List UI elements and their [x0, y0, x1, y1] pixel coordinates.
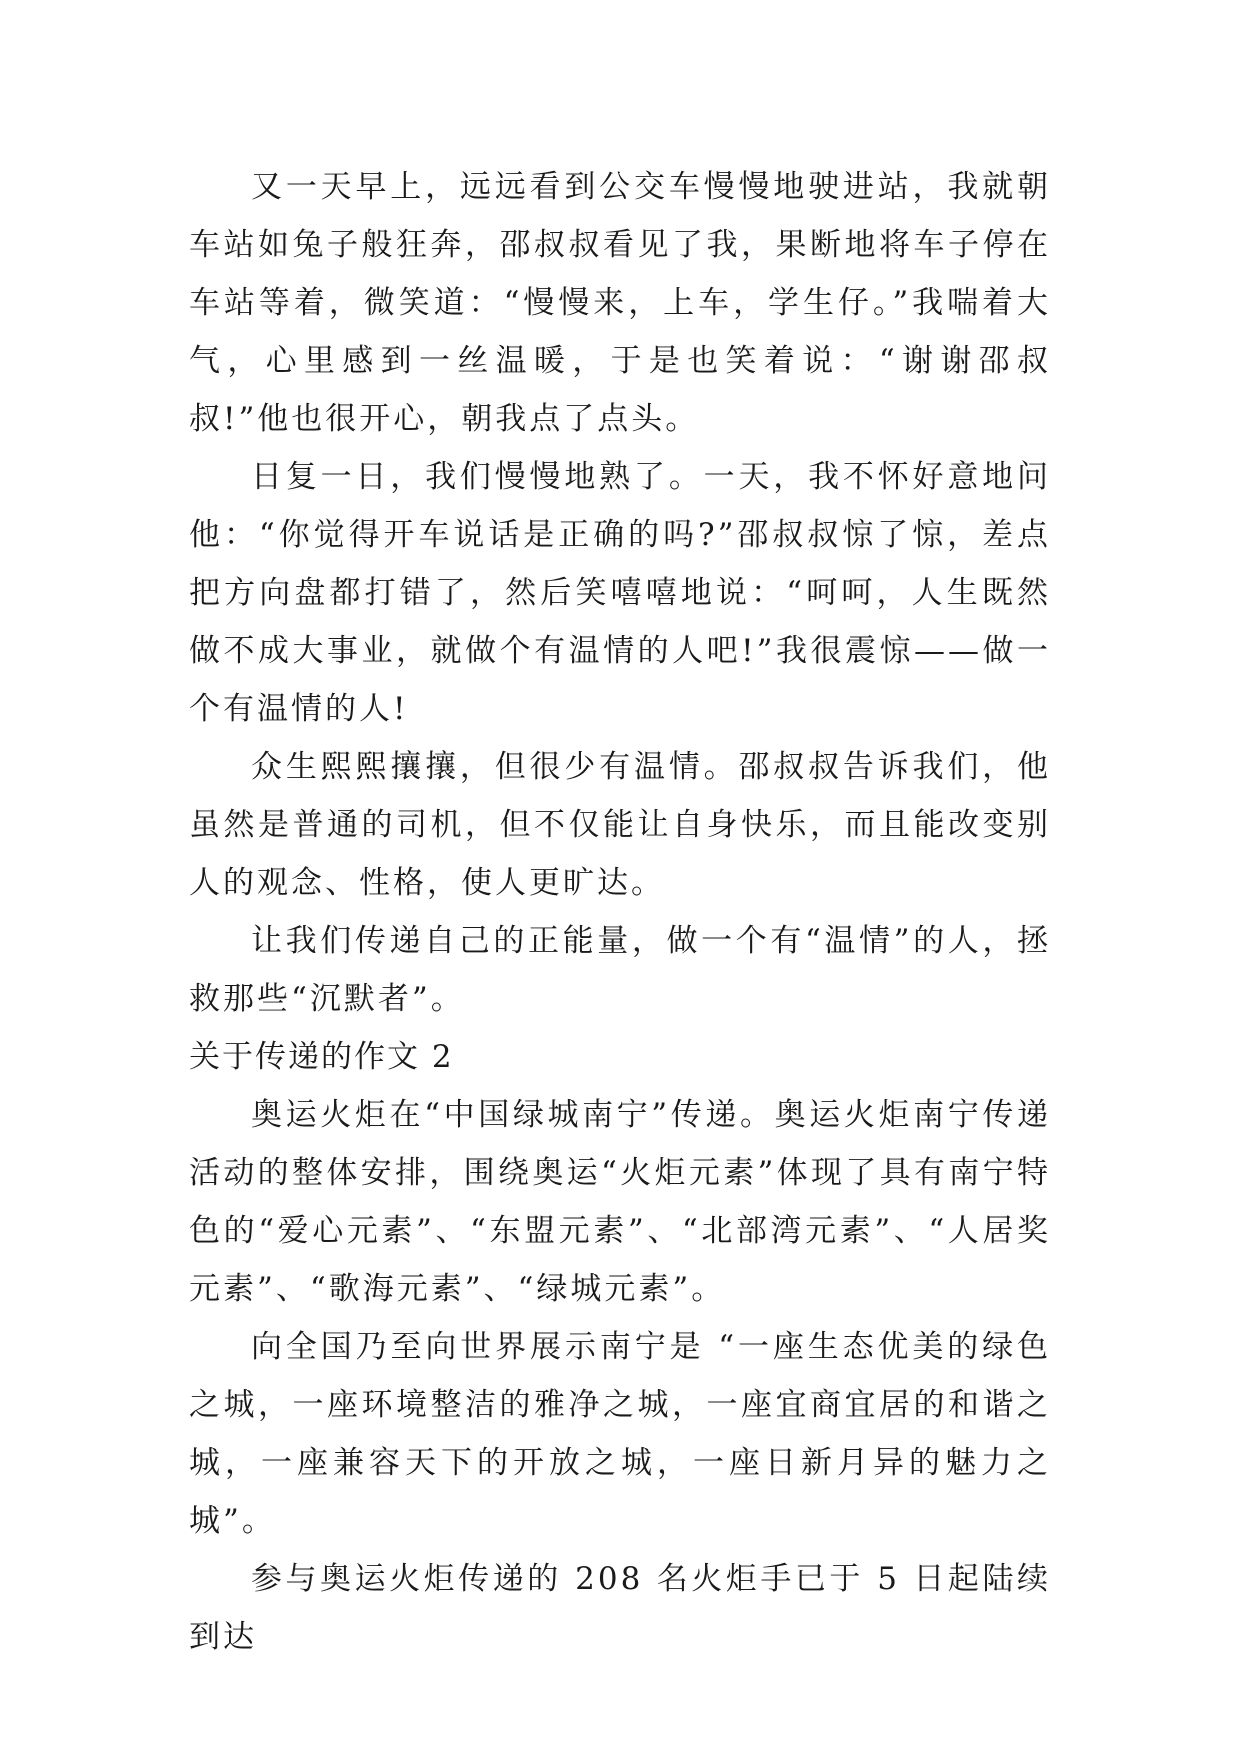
- document-body: [189, 158, 1051, 1666]
- paragraph-daily-talk: 日复一日，我们慢慢地熟了。一天，我不怀好意地问他：“你觉得开车说话是正确的吗?”邵叔叔惊了惊，差点把方向盘都打错了，然后笑嘻嘻地说：“呵呵，人生既然做不成大事业，就做个有温情的人吧!”我很震惊——做一个有温情的人!: [189, 459, 1051, 727]
- paragraph-warmth: 众生熙熙攘攘，但很少有温情。邵叔叔告诉我们，他虽然是普通的司机，但不仅能让自身快乐，而且能改变别人的观念、性格，使人更旷达。: [189, 749, 1051, 901]
- paragraph-bus-morning: 又一天早上，远远看到公交车慢慢地驶进站，我就朝车站如兔子般狂奔，邵叔叔看见了我，果断地将车子停在车站等着，微笑道：“慢慢来，上车，学生仔。”我喘着大气，心里感到一丝温暖，于是也笑着说：“谢谢邵叔叔!”他也很开心，朝我点了点头。: [189, 169, 1051, 437]
- paragraph-conclusion: 让我们传递自己的正能量，做一个有“温情”的人，拯救那些“沉默者”。: [189, 923, 1051, 1017]
- paragraph-torch-relay: 奥运火炬在“中国绿城南宁”传递。奥运火炬南宁传递活动的整体安排，围绕奥运“火炬元素”体现了具有南宁特色的“爱心元素”、“东盟元素”、“北部湾元素”、“人居奖元素”、“歌海元素”、“绿城元素”。: [189, 1097, 1051, 1307]
- paragraph-torchbearers: 参与奥运火炬传递的 208 名火炬手已于 5 日起陆续到达: [189, 1561, 1051, 1655]
- paragraph-nanning-showcase: 向全国乃至向世界展示南宁是 “一座生态优美的绿色之城，一座环境整洁的雅净之城，一座宜商宜居的和谐之城，一座兼容天下的开放之城，一座日新月异的魅力之城”。: [189, 1329, 1051, 1539]
- essay-heading: 关于传递的作文 2: [189, 1039, 454, 1075]
